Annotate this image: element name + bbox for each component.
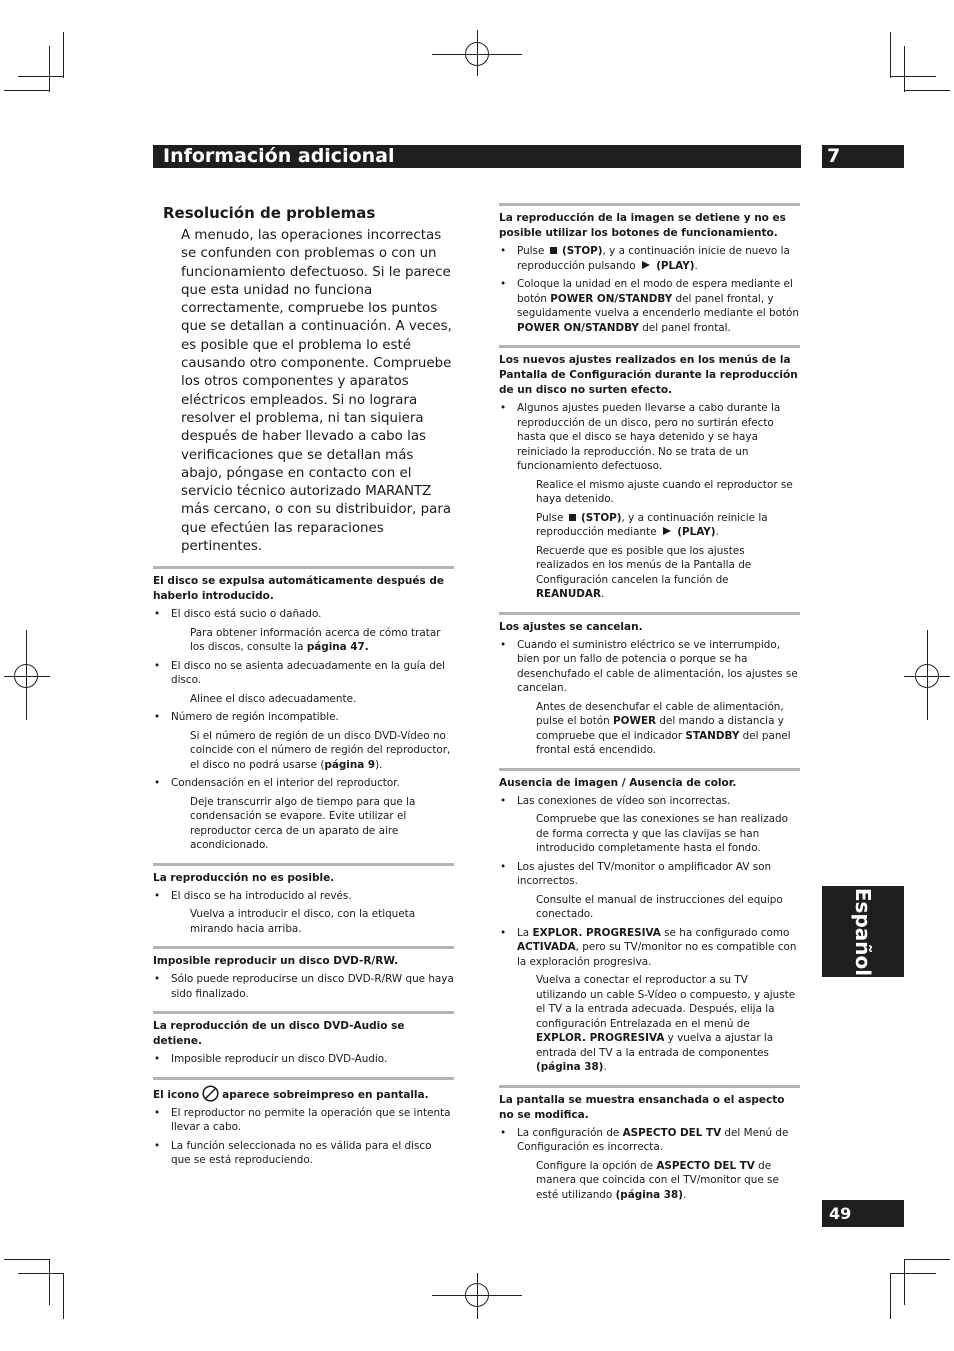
- text-part: del panel frontal, y seguidamente vuelva a encenderlo mediante el botón: [517, 292, 799, 319]
- symptom-item: • Número de región incompatible.: [153, 710, 454, 725]
- setting-name: EXPLOR. PROGRESIVA: [536, 1032, 665, 1044]
- button-name: POWER ON/STANDBY: [517, 321, 639, 334]
- language-tab: [822, 886, 904, 977]
- remedy-text: [499, 544, 800, 602]
- button-name: POWER ON/STANDBY: [550, 292, 673, 305]
- right-column: [499, 203, 800, 1206]
- language-tab-label: Español: [851, 887, 875, 977]
- crop-mark: [18, 76, 64, 77]
- registration-mark: [927, 630, 928, 720]
- page-number: 49: [829, 1204, 852, 1223]
- play-icon: [663, 527, 671, 535]
- text-part: .: [603, 1061, 607, 1073]
- stop-icon: [550, 247, 557, 254]
- symptom-item: [499, 244, 800, 273]
- text-part: Pulse: [536, 511, 564, 524]
- text-part: Recuerde que es posible que los ajustes realizados en los menús de la Pantalla de Configuración cancelen la función de: [536, 544, 752, 586]
- remedy-text: [153, 729, 454, 773]
- crop-mark: [63, 1273, 64, 1319]
- symptom-item: • Cuando el suministro eléctrico se ve interrumpido, bien por un fallo de potencia o porque se ha desenchufado el cable de alimentación, los ajustes se cancelan.: [499, 638, 800, 696]
- symptom-item: [499, 1126, 800, 1155]
- section-heading: Imposible reproducir un disco DVD-R/RW.: [153, 955, 399, 968]
- section-heading: El disco se expulsa automáticamente después de haberlo introducido.: [153, 575, 445, 603]
- crop-mark: [890, 1273, 891, 1319]
- crop-mark: [63, 32, 64, 78]
- trouble-section: [499, 345, 800, 602]
- text-part: del panel frontal.: [638, 321, 731, 334]
- section-heading: Los ajustes se cancelan.: [499, 620, 643, 633]
- registration-mark: [4, 676, 50, 677]
- symptom-item: • El reproductor no permite la operación que se intenta llevar a cabo.: [153, 1106, 454, 1135]
- text-part: y vuelva a ajustar la entrada del TV a la entrada de componentes: [536, 1032, 774, 1059]
- play-icon: [642, 261, 650, 269]
- registration-mark: [477, 1273, 478, 1319]
- main-heading: Resolución de problemas: [163, 204, 376, 222]
- remedy-text-part: Para obtener información acerca de cómo tratar los discos, consulte la: [190, 626, 441, 654]
- crop-mark: [890, 76, 936, 77]
- page-reference: (página 38): [615, 1188, 683, 1201]
- symptom-item: • La función seleccionada no es válida para el disco que se está reproduciendo.: [153, 1139, 454, 1168]
- registration-mark: [26, 630, 27, 720]
- heading-part: El icono: [153, 1088, 200, 1101]
- symptom-item: • Imposible reproducir un disco DVD-Audio.: [153, 1052, 454, 1067]
- symptom-item: • El disco no se asienta adecuadamente en la guía del disco.: [153, 659, 454, 688]
- trouble-section: [153, 1011, 454, 1067]
- text-part: Antes de desenchufar el cable de alimentación, pulse el botón: [536, 700, 784, 727]
- page-reference: página 47.: [306, 641, 369, 654]
- section-heading: La pantalla se muestra ensanchada o el aspecto no se modifica.: [499, 1093, 785, 1121]
- text-part: de manera que coincida con el TV/monitor que se esté utilizando: [536, 1159, 779, 1201]
- symptom-item: • Las conexiones de vídeo son incorrectas.: [499, 794, 800, 809]
- remedy-text: Realice el mismo ajuste cuando el reproductor se haya detenido.: [536, 478, 793, 505]
- text-part: Configure la opción de: [536, 1159, 657, 1172]
- page-number-box: [822, 1200, 904, 1227]
- play-label: (PLAY): [656, 259, 695, 272]
- section-heading: La reproducción de un disco DVD-Audio se detiene.: [153, 1020, 405, 1048]
- indicator-name: STANDBY: [685, 729, 740, 742]
- trouble-section: [499, 768, 800, 1075]
- crop-mark: [904, 1259, 905, 1305]
- stop-label: (STOP): [562, 245, 603, 257]
- text-part: .: [683, 1188, 687, 1201]
- heading-part: aparece sobreimpreso en pantalla.: [222, 1088, 429, 1101]
- text-part: La: [517, 926, 533, 939]
- registration-mark: [477, 30, 478, 76]
- text-part: La configuración de: [517, 1126, 623, 1139]
- trouble-section: [153, 1077, 454, 1168]
- text-part: del panel frontal está encendido.: [536, 729, 791, 756]
- trouble-section: [499, 1085, 800, 1203]
- text-part: .: [715, 526, 719, 538]
- button-name: POWER: [613, 715, 657, 727]
- trouble-section: [153, 566, 454, 853]
- setting-name: ASPECTO DEL TV: [656, 1159, 755, 1172]
- setting-name: ASPECTO DEL TV: [622, 1126, 722, 1139]
- remedy-text: [499, 511, 800, 540]
- trouble-section: [499, 612, 800, 758]
- setting-name: EXPLOR. PROGRESIVA: [532, 926, 661, 939]
- section-title-bar: [153, 145, 801, 168]
- symptom-item: • Algunos ajustes pueden llevarse a cabo durante la reproducción de un disco, pero no surtirán efecto hasta que el disco se haya detenido y se haya reiniciado la reproducción. No se trata de un funcionamiento defectuoso.: [499, 401, 800, 474]
- symptom-item: • El disco se ha introducido al revés.: [153, 889, 454, 904]
- remedy-text: [499, 1159, 800, 1203]
- crop-mark: [4, 90, 50, 91]
- crop-mark: [890, 32, 891, 78]
- remedy-text: [153, 626, 454, 655]
- symptom-item: • Sólo puede reproducirse un disco DVD-R/RW que haya sido finalizado.: [153, 972, 454, 1001]
- stop-icon: [569, 514, 576, 521]
- section-heading: La reproducción no es posible.: [153, 871, 335, 884]
- remedy-text: [499, 700, 800, 758]
- crop-mark: [49, 1259, 50, 1305]
- crop-mark: [49, 46, 50, 92]
- crop-mark: [890, 1273, 936, 1274]
- remedy-text: Alinee el disco adecuadamente.: [190, 692, 357, 705]
- stop-label: (STOP): [581, 511, 622, 524]
- symptom-item: • Condensación en el interior del reproductor.: [153, 776, 454, 791]
- text-part: .: [694, 259, 698, 272]
- symptom-item: [499, 277, 800, 335]
- symptom-item: • El disco está sucio o dañado.: [153, 607, 454, 622]
- text-part: se ha configurado como: [660, 926, 790, 939]
- remedy-text: Compruebe que las conexiones se han realizado de forma correcta y que las clavijas se han introducido completamente hasta el fondo.: [536, 813, 788, 854]
- remedy-text: [499, 973, 800, 1075]
- trouble-section: [499, 203, 800, 335]
- function-name: REANUDAR: [536, 588, 601, 600]
- trouble-section: [153, 863, 454, 937]
- section-heading: La reproducción de la imagen se detiene y no es posible utilizar los botones de funcionamiento.: [499, 212, 786, 239]
- section-title: Información adicional: [163, 145, 395, 167]
- text-part: .: [600, 588, 605, 600]
- remedy-text: Vuelva a introducir el disco, con la etiqueta mirando hacia arriba.: [190, 908, 416, 935]
- chapter-number: 7: [827, 145, 841, 167]
- text-part: , y a continuación inicie de nuevo la reproducción pulsando: [517, 245, 790, 272]
- remedy-text-part: Si el número de región de un disco DVD-Vídeo no coincide con el número de región del reproductor, el disco no podrá usarse (: [190, 729, 451, 771]
- symptom-item: [499, 926, 800, 970]
- setting-value: ACTIVADA: [517, 941, 576, 953]
- chapter-number-bar: [822, 145, 904, 168]
- symptom-item: • Los ajustes del TV/monitor o amplificador AV son incorrectos.: [499, 860, 800, 889]
- trouble-section: [153, 946, 454, 1001]
- crop-mark: [18, 1273, 64, 1274]
- text-part: Vuelva a conectar el reproductor a su TV utilizando un cable S-Vídeo o compuesto, y ajuste el TV a la entrada adecuada. Después, elija la configuración Entrelazada en el menú de: [536, 974, 796, 1030]
- intro-paragraph: A menudo, las operaciones incorrectas se confunden con problemas o con un funcionamiento defectuoso. Si le parece que esta unidad no funciona correctamente, compruebe los puntos que se detallan a continuación. A veces, es posible que el problema lo esté causando otro componente. Compruebe los otros componentes y aparatos eléctricos empleados. Si no lograra resolver el problema, ni tan siquiera después de haber llevado a cabo las verificaciones que se detallan más abajo, póngase en contacto con el servicio técnico autorizado MARANTZ más cercano, o con su distribuidor, para que efectúen las reparaciones pertinentes.: [181, 228, 452, 555]
- remedy-text: Consulte el manual de instrucciones del equipo conectado.: [536, 893, 783, 920]
- crop-mark: [904, 1259, 950, 1260]
- prohibited-icon: [202, 1085, 219, 1102]
- section-heading: Los nuevos ajustes realizados en los menús de la Pantalla de Configuración durante la reproducción de un disco no surten efecto.: [499, 354, 798, 396]
- text-part: , pero su TV/monitor no es compatible con la exploración progresiva.: [517, 941, 797, 968]
- crop-mark: [4, 1259, 50, 1260]
- text-part: Pulse: [517, 245, 545, 257]
- text-part: del mando a distancia y compruebe que el indicador: [536, 715, 784, 742]
- text-part: Coloque la unidad en el modo de espera mediante el botón: [517, 278, 793, 305]
- section-heading: [153, 1085, 454, 1103]
- page-reference: página 9: [324, 758, 376, 771]
- section-heading: Ausencia de imagen / Ausencia de color.: [499, 776, 737, 789]
- remedy-text: Deje transcurrir algo de tiempo para que la condensación se evapore. Evite utilizar el reproductor cerca de un aparato de aire acondicionado.: [190, 795, 416, 852]
- text-part: del Menú de Configuración es incorrecta.: [517, 1126, 789, 1153]
- remedy-text-part: ).: [375, 758, 383, 771]
- crop-mark: [904, 46, 905, 92]
- page-reference: (página 38): [536, 1061, 604, 1073]
- left-column: [153, 200, 454, 1172]
- crop-mark: [904, 90, 950, 91]
- text-part: , y a continuación reinicie la reproducción mediante: [536, 511, 768, 538]
- play-label: (PLAY): [677, 526, 716, 538]
